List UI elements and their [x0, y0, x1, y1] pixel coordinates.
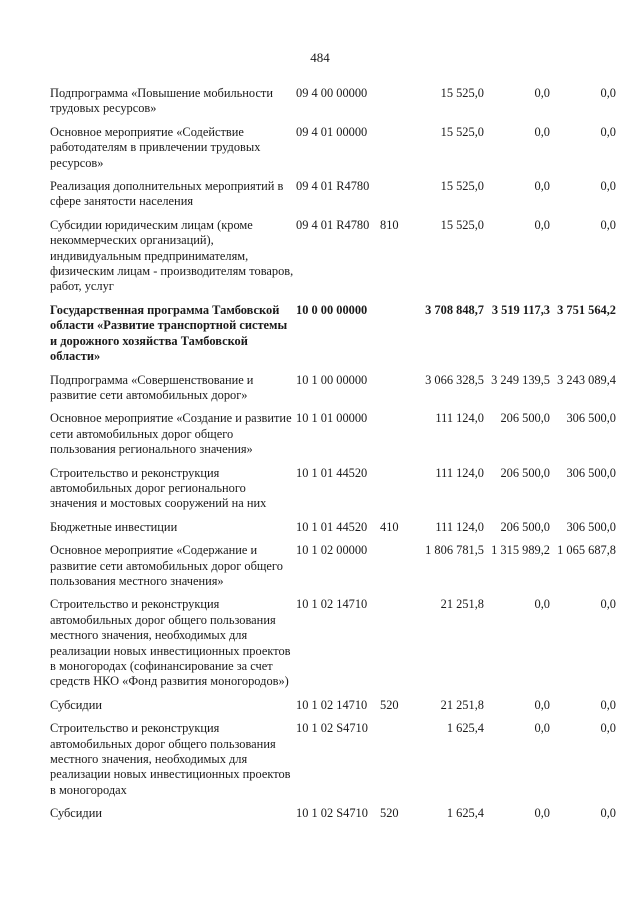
- row-amount-year2: 1 315 989,2: [491, 543, 550, 558]
- table-row: [50, 125, 616, 179]
- table-row: [50, 597, 616, 697]
- table-row: [50, 303, 616, 373]
- row-amount-year1: 1 625,4: [446, 806, 484, 821]
- row-amount-year3: 0,0: [600, 721, 616, 736]
- row-code: 09 4 01 R4780: [296, 179, 370, 194]
- row-amount-year3: 1 065 687,8: [557, 543, 616, 558]
- table-row: [50, 411, 616, 465]
- row-expense-type: 810: [380, 217, 399, 232]
- row-name: Подпрограмма «Совершенствование и развитие сети автомобильных дорог»: [50, 372, 254, 402]
- row-code: 10 1 01 00000: [296, 411, 368, 426]
- row-amount-year1: 3 066 328,5: [425, 372, 484, 387]
- row-amount-year2: 0,0: [534, 721, 550, 736]
- table-row: [50, 86, 616, 125]
- row-amount-year1: 15 525,0: [440, 217, 484, 232]
- row-amount-year2: 206 500,0: [500, 411, 550, 426]
- row-name: Субсидии: [50, 806, 102, 821]
- row-amount-year1: 15 525,0: [440, 179, 484, 194]
- row-amount-year1: 111 124,0: [435, 519, 484, 534]
- row-amount-year3: 0,0: [600, 86, 616, 100]
- row-amount-year2: 0,0: [534, 697, 550, 712]
- row-amount-year3: 306 500,0: [566, 519, 616, 534]
- row-code: 10 0 00 00000: [296, 302, 368, 317]
- row-amount-year2: 3 519 117,3: [491, 302, 550, 317]
- row-amount-year1: 15 525,0: [440, 124, 484, 139]
- row-code: 09 4 01 R4780: [296, 217, 370, 232]
- row-expense-type: 410: [380, 519, 399, 534]
- row-name: Субсидии: [50, 697, 102, 712]
- row-name: Основное мероприятие «Содействие работодателям в привлечении трудовых ресурсов»: [50, 124, 261, 170]
- row-amount-year3: 0,0: [600, 124, 616, 139]
- row-amount-year2: 206 500,0: [500, 465, 550, 480]
- row-amount-year2: 206 500,0: [500, 519, 550, 534]
- row-amount-year1: 15 525,0: [440, 86, 484, 100]
- row-amount-year3: 0,0: [600, 697, 616, 712]
- row-name: Строительство и реконструкция автомобильных дорог общего пользования местного значения, необходимых для реализации новых инвестиционных проектов в моногородах (софинансирование за счет средств НКО «Фонд развития моногородов»): [50, 597, 291, 689]
- table-row: [50, 721, 616, 806]
- row-code: 10 1 01 44520: [296, 519, 368, 534]
- table-row: [50, 698, 616, 721]
- table-row: [50, 218, 616, 303]
- row-code: 10 1 02 S4710: [296, 721, 368, 736]
- row-amount-year3: 306 500,0: [566, 465, 616, 480]
- row-amount-year1: 111 124,0: [435, 465, 484, 480]
- budget-table: [50, 86, 616, 830]
- row-expense-type: [380, 543, 404, 597]
- row-amount-year2: 0,0: [534, 124, 550, 139]
- table-row: [50, 179, 616, 218]
- row-name: Основное мероприятие «Создание и развитие сети автомобильных дорог общего пользования регионального значения»: [50, 411, 292, 457]
- row-expense-type: [380, 303, 404, 373]
- table-row: [50, 520, 616, 543]
- row-expense-type: [380, 125, 404, 179]
- row-name: Бюджетные инвестиции: [50, 519, 178, 534]
- row-code: 10 1 00 00000: [296, 372, 368, 387]
- row-expense-type: [380, 597, 404, 697]
- row-amount-year1: 1 806 781,5: [425, 543, 484, 558]
- row-amount-year3: 0,0: [600, 806, 616, 821]
- row-amount-year1: 3 708 848,7: [425, 302, 484, 317]
- row-expense-type: [380, 179, 404, 218]
- row-amount-year3: 0,0: [600, 597, 616, 612]
- table-row: [50, 373, 616, 412]
- row-amount-year3: 0,0: [600, 179, 616, 194]
- table-row: [50, 466, 616, 520]
- row-code: 10 1 01 44520: [296, 465, 368, 480]
- row-code: 10 1 02 S4710: [296, 806, 368, 821]
- row-expense-type: [380, 411, 404, 465]
- row-expense-type: [380, 373, 404, 412]
- row-amount-year3: 3 243 089,4: [557, 372, 616, 387]
- row-amount-year2: 0,0: [534, 217, 550, 232]
- row-code: 10 1 02 14710: [296, 597, 368, 612]
- row-expense-type: [380, 86, 404, 125]
- row-amount-year2: 0,0: [534, 179, 550, 194]
- row-expense-type: [380, 466, 404, 520]
- row-expense-type: 520: [380, 806, 399, 821]
- row-code: 10 1 02 00000: [296, 543, 368, 558]
- row-amount-year2: 3 249 139,5: [491, 372, 550, 387]
- table-row: [50, 543, 616, 597]
- row-amount-year3: 306 500,0: [566, 411, 616, 426]
- row-expense-type: 520: [380, 697, 399, 712]
- row-amount-year1: 1 625,4: [446, 721, 484, 736]
- row-amount-year2: 0,0: [534, 597, 550, 612]
- row-amount-year3: 0,0: [600, 217, 616, 232]
- table-row: [50, 806, 616, 829]
- budget-table-body: [50, 86, 616, 830]
- row-amount-year2: 0,0: [534, 86, 550, 100]
- row-name: Подпрограмма «Повышение мобильности трудовых ресурсов»: [50, 86, 273, 116]
- row-amount-year1: 21 251,8: [440, 597, 484, 612]
- row-name: Основное мероприятие «Содержание и развитие сети автомобильных дорог общего пользования местного значения»: [50, 543, 283, 588]
- row-name: Реализация дополнительных мероприятий в сфере занятости населения: [50, 179, 284, 209]
- row-amount-year3: 3 751 564,2: [557, 302, 616, 317]
- page-number: 484: [310, 50, 330, 65]
- row-name: Строительство и реконструкция автомобильных дорог регионального значения и мостовых сооружений на них: [50, 465, 267, 511]
- row-amount-year1: 111 124,0: [435, 411, 484, 426]
- row-name: Государственная программа Тамбовской области «Развитие транспортной системы и дорожного хозяйства Тамбовской области»: [50, 302, 288, 364]
- row-amount-year1: 21 251,8: [440, 697, 484, 712]
- row-name: Субсидии юридическим лицам (кроме некоммерческих организаций), индивидуальным предпринимателям, физическим лицам - производителям товаров, работ, услуг: [50, 217, 294, 294]
- row-expense-type: [380, 721, 404, 806]
- row-code: 09 4 00 00000: [296, 86, 368, 100]
- row-code: 09 4 01 00000: [296, 124, 368, 139]
- row-code: 10 1 02 14710: [296, 697, 368, 712]
- row-name: Строительство и реконструкция автомобильных дорог общего пользования местного значения, необходимых для реализации новых инвестиционных проектов в моногородах: [50, 721, 291, 797]
- row-amount-year2: 0,0: [534, 806, 550, 821]
